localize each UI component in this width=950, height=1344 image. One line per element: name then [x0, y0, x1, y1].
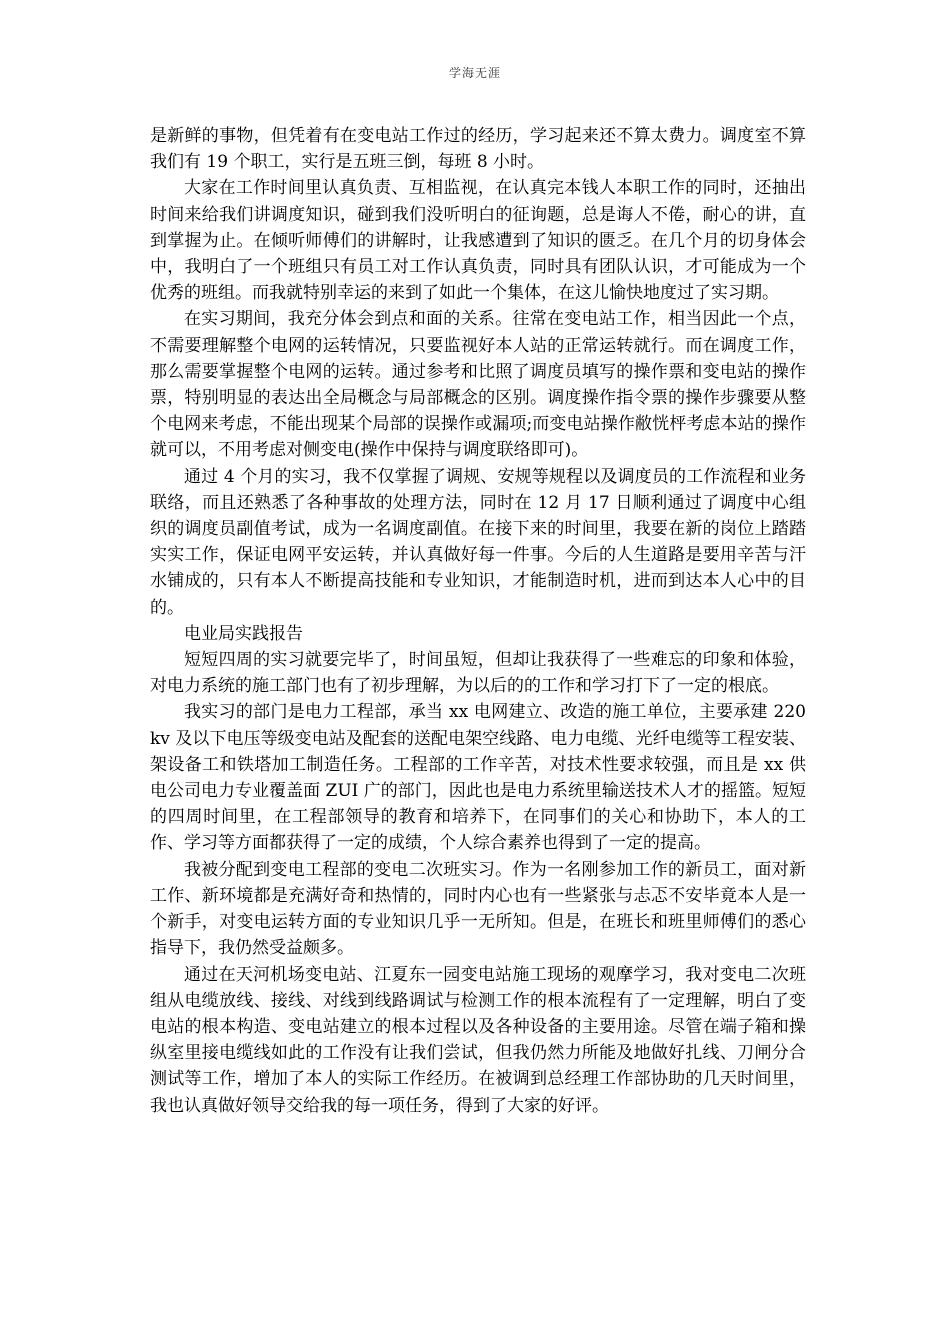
paragraph: 在实习期间，我充分体会到点和面的关系。往常在变电站工作，相当因此一个点，不需要理解整个电网的运转情况，只要监视好本人站的正常运转就行。而在调度工作，那么需要掌握整个电网的运转。通过参考和比照了调度员填写的操作票和变电站的操作票，特别明显的表达出全局概念与局部概念的区别。调度操作指令票的操作步骤要从整个电网来考虑，不能出现某个局部的误操作或漏项;而变电站操作敝恍枰考虑本站的操作就可以，不用考虑对侧变电(操作中保持与调度联络即可)。: [150, 309, 806, 461]
page-header: 学海无涯: [448, 66, 501, 80]
paragraph: 大家在工作时间里认真负责、互相监视，在认真完本钱人本职工作的同时，还抽出时间来给我们讲调度知识，碰到我们没听明白的征询题，总是诲人不倦，耐心的讲，直到掌握为止。在倾听师傅们的讲解时，让我感遭到了知识的匮乏。在几个月的切身体会中，我明白了一个班组只有员工对工作认真负责，同时具有团队认识，才可能成为一个优秀的班组。而我就特别幸运的来到了如此一个集体，在这儿愉快地度过了实习期。: [150, 178, 806, 304]
document-body: [150, 123, 806, 1119]
paragraph: 通过 4 个月的实习，我不仅掌握了调规、安规等规程以及调度员的工作流程和业务联络，而且还熟悉了各种事故的处理方法，同时在 12 月 17 日顺利通过了调度中心组织的调度员副值考试，成为一名调度副值。在接下来的时间里，我要在新的岗位上踏踏实实工作，保证电网平安运转，并认真做好每一件事。今后的人生道路是要用辛苦与汗水铺成的，只有本人不断提高技能和专业知识，才能制造时机，进而到达本人心中的目的。: [150, 466, 806, 618]
paragraph: 我被分配到变电工程部的变电二次班实习。作为一名刚参加工作的新员工，面对新工作、新环境都是充满好奇和热情的，同时内心也有一些紧张与忐忑不安毕竟本人是一个新手，对变电运转方面的专业知识几乎一无所知。但是，在班长和班里师傅们的悉心指导下，我仍然受益颇多。: [150, 859, 806, 959]
paragraph: 通过在天河机场变电站、江夏东一园变电站施工现场的观摩学习，我对变电二次班组从电缆放线、接线、对线到线路调试与检测工作的根本流程有了一定理解，明白了变电站的根本构造、变电站建立的根本过程以及各种设备的主要用途。尽管在端子箱和操纵室里接电缆线如此的工作没有让我们尝试，但我仍然力所能及地做好扎线、刀闸分合测试等工作，增加了本人的实际工作经历。在被调到总经理工作部协助的几天时间里，我也认真做好领导交给我的每一项任务，得到了大家的好评。: [150, 964, 806, 1116]
paragraph: 我实习的部门是电力工程部，承当 xx 电网建立、改造的施工单位，主要承建 220kv 及以下电压等级变电站及配套的送配电架空线路、电力电缆、光纤电缆等工程安装、架设备工和铁塔加工制造任务。工程部的工作辛苦，对技术性要求较强，而且是 xx 供电公司电力专业覆盖面 ZUI 广的部门，因此也是电力系统里输送技术人才的摇篮。短短的四周时间里，在工程部领导的教育和培养下，在同事们的关心和协助下，本人的工作、学习等方面都获得了一定的成绩，个人综合素养也得到了一定的提高。: [150, 702, 806, 854]
paragraph: 短短四周的实习就要完毕了，时间虽短，但却让我获得了一些难忘的印象和体验，对电力系统的施工部门也有了初步理解，为以后的的工作和学习打下了一定的根底。: [150, 650, 806, 697]
paragraph: 是新鲜的事物，但凭着有在变电站工作过的经历，学习起来还不算太费力。调度室不算我们有 19 个职工，实行是五班三倒，每班 8 小时。: [150, 126, 806, 173]
section-title: 电业局实践报告: [184, 623, 303, 644]
